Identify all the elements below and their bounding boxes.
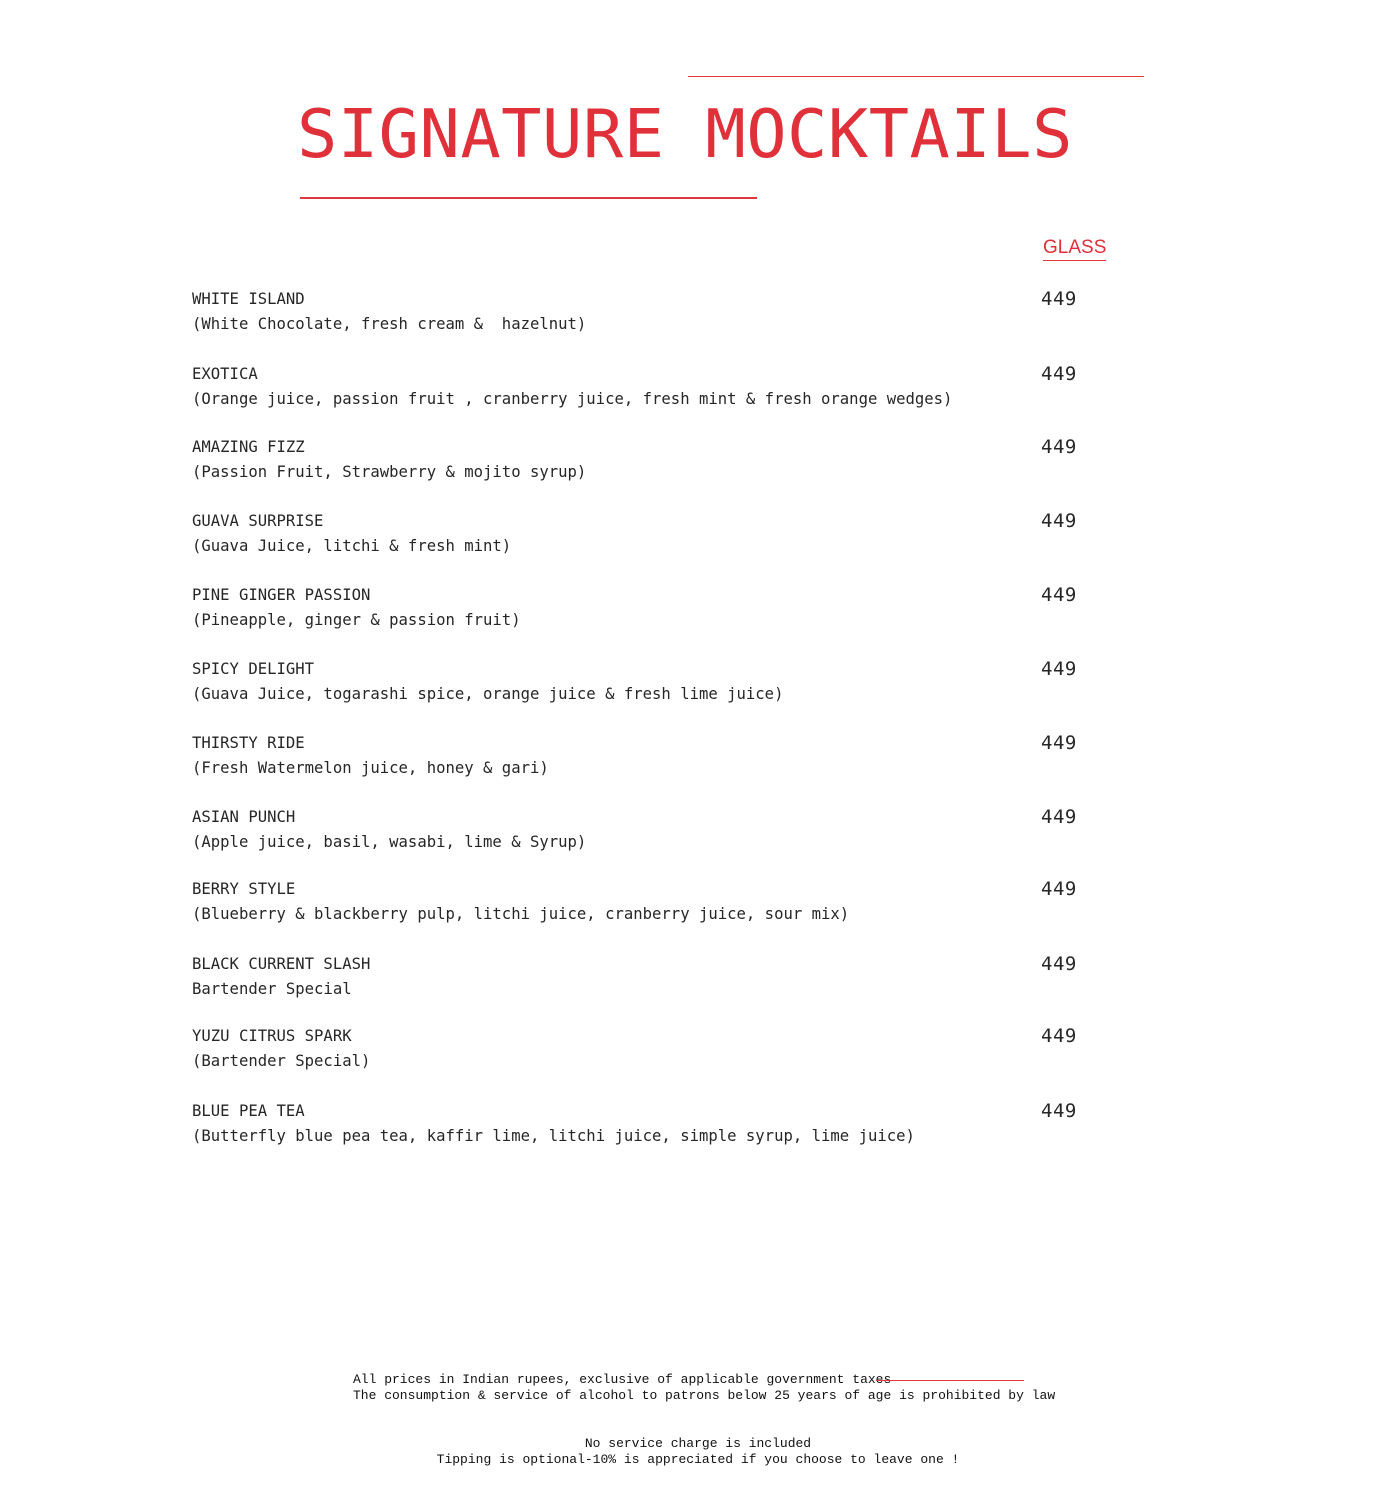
footer-rule	[876, 1380, 1024, 1381]
item-description: Bartender Special	[192, 980, 352, 998]
page-title: SIGNATURE MOCKTAILS	[297, 95, 1073, 173]
item-name: PINE GINGER PASSION	[192, 586, 371, 604]
item-price: 449	[1041, 1025, 1077, 1047]
item-price: 449	[1041, 288, 1077, 310]
item-price: 449	[1041, 510, 1077, 532]
item-name: THIRSTY RIDE	[192, 734, 305, 752]
item-description: (White Chocolate, fresh cream & hazelnut)	[192, 315, 587, 333]
item-price: 449	[1041, 584, 1077, 606]
menu-item	[192, 362, 1192, 412]
item-description: (Blueberry & blackberry pulp, litchi juice, cranberry juice, sour mix)	[192, 905, 850, 923]
menu-item	[192, 657, 1192, 707]
item-name: EXOTICA	[192, 365, 258, 383]
price-column-header: GLASS	[1043, 236, 1106, 261]
footer-tax-note: All prices in Indian rupees, exclusive of applicable government taxes	[353, 1372, 892, 1387]
item-name: YUZU CITRUS SPARK	[192, 1027, 352, 1045]
item-name: ASIAN PUNCH	[192, 808, 296, 826]
menu-item	[192, 877, 1192, 927]
title-bottom-rule	[300, 197, 757, 199]
menu-item	[192, 1099, 1192, 1149]
item-name: BLACK CURRENT SLASH	[192, 955, 371, 973]
item-price: 449	[1041, 436, 1077, 458]
item-description: (Guava Juice, litchi & fresh mint)	[192, 537, 512, 555]
menu-item	[192, 1024, 1192, 1074]
item-description: (Butterfly blue pea tea, kaffir lime, litchi juice, simple syrup, lime juice)	[192, 1127, 915, 1145]
item-name: WHITE ISLAND	[192, 290, 305, 308]
item-name: SPICY DELIGHT	[192, 660, 315, 678]
item-price: 449	[1041, 1100, 1077, 1122]
item-description: (Guava Juice, togarashi spice, orange juice & fresh lime juice)	[192, 685, 784, 703]
menu-item	[192, 287, 1192, 337]
footer-alcohol-note: The consumption & service of alcohol to patrons below 25 years of age is prohibited by law	[353, 1388, 1056, 1403]
item-description: (Bartender Special)	[192, 1052, 371, 1070]
item-description: (Passion Fruit, Strawberry & mojito syrup)	[192, 463, 587, 481]
title-top-rule	[688, 76, 1144, 77]
item-description: (Orange juice, passion fruit , cranberry juice, fresh mint & fresh orange wedges)	[192, 390, 953, 408]
menu-item	[192, 952, 1192, 1002]
item-price: 449	[1041, 953, 1077, 975]
item-name: AMAZING FIZZ	[192, 438, 305, 456]
item-price: 449	[1041, 878, 1077, 900]
menu-item	[192, 583, 1192, 633]
menu-item	[192, 805, 1192, 855]
item-price: 449	[1041, 732, 1077, 754]
item-price: 449	[1041, 806, 1077, 828]
item-description: (Fresh Watermelon juice, honey & gari)	[192, 759, 549, 777]
item-description: (Apple juice, basil, wasabi, lime & Syrup)	[192, 833, 587, 851]
footer-service-charge-note: No service charge is included	[584, 1436, 812, 1451]
footer-tipping-note: Tipping is optional-10% is appreciated if you choose to leave one !	[436, 1452, 960, 1467]
item-description: (Pineapple, ginger & passion fruit)	[192, 611, 521, 629]
menu-item	[192, 435, 1192, 485]
item-price: 449	[1041, 363, 1077, 385]
menu-item	[192, 731, 1192, 781]
item-price: 449	[1041, 658, 1077, 680]
menu-item	[192, 509, 1192, 559]
item-name: BERRY STYLE	[192, 880, 296, 898]
item-name: GUAVA SURPRISE	[192, 512, 324, 530]
item-name: BLUE PEA TEA	[192, 1102, 305, 1120]
